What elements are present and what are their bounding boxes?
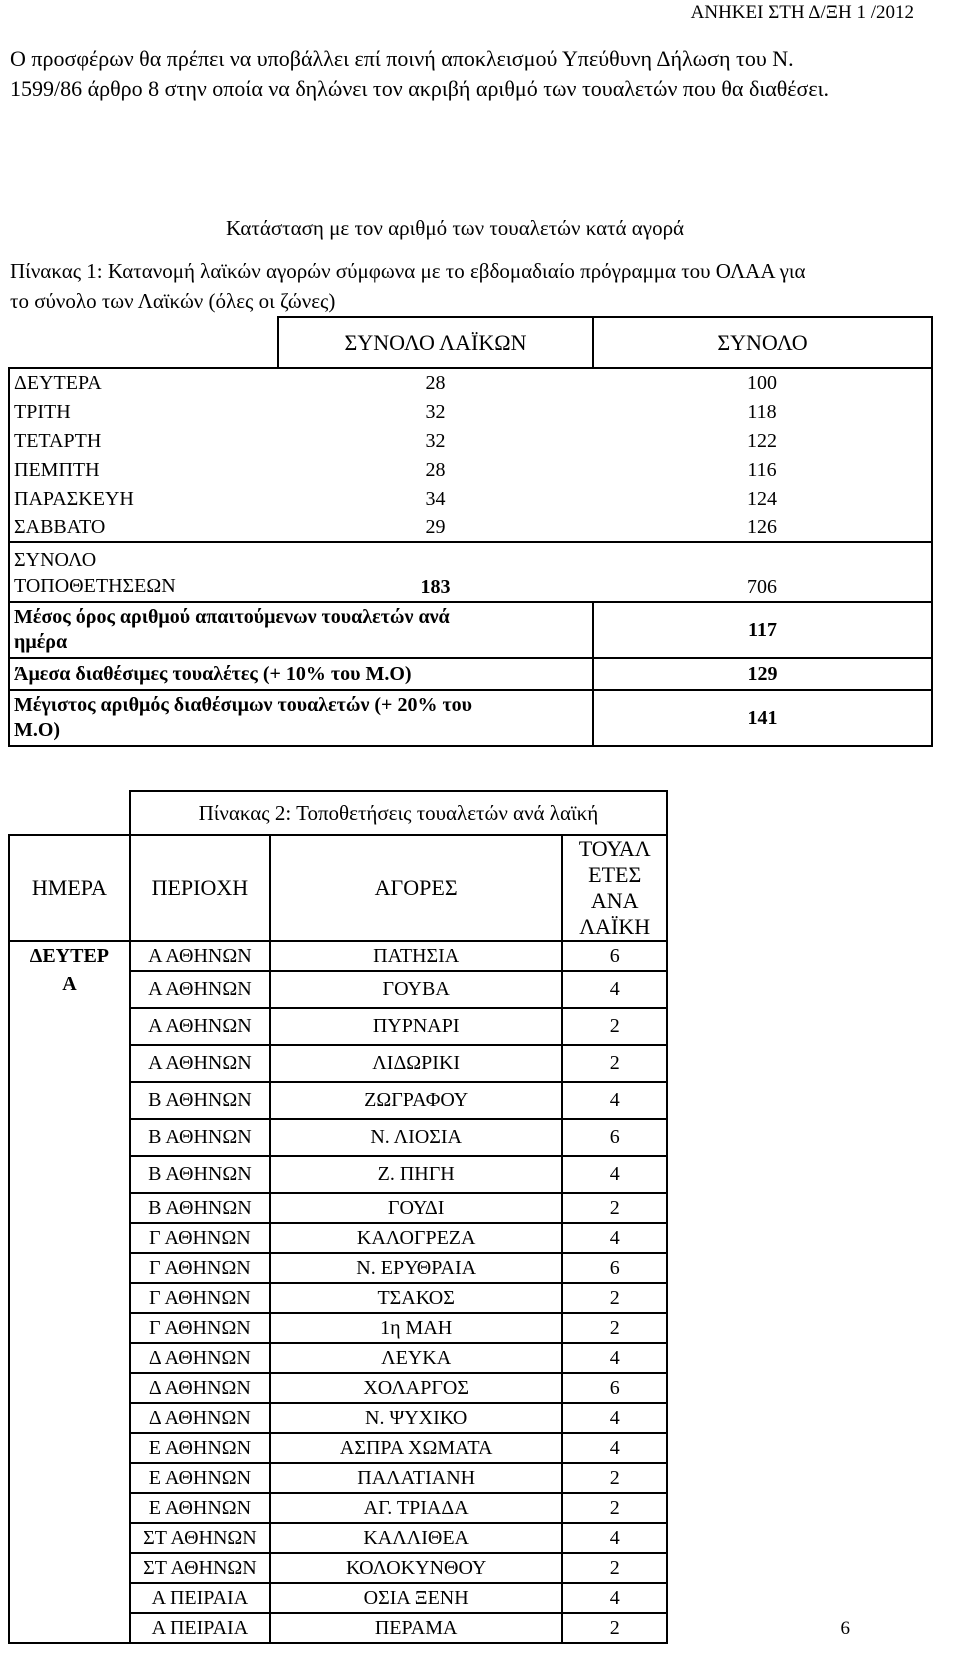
table2-row-count: 6 [562, 941, 667, 971]
table1-row-markets: 29 [425, 516, 446, 538]
table2-row-count: 2 [562, 1613, 667, 1643]
table2-row-count: 4 [562, 1223, 667, 1253]
table2-placements [8, 790, 668, 1644]
table2-row-count: 4 [562, 1343, 667, 1373]
table1-row-total: 118 [593, 397, 932, 426]
table2-row-count: 4 [562, 1523, 667, 1553]
table2-row-market: ΠΑΤΗΣΙΑ [270, 941, 562, 971]
table2-row-region: Β ΑΘΗΝΩΝ [130, 1193, 270, 1223]
table2-caption-spacer [9, 791, 130, 835]
table1-caption [10, 256, 940, 316]
table2-row-region: Γ ΑΘΗΝΩΝ [130, 1223, 270, 1253]
table1-row-total: 100 [593, 368, 932, 397]
table2-row-market: ΠΑΛΑΤΙΑΝΗ [270, 1463, 562, 1493]
table2-row-count: 4 [562, 971, 667, 1008]
table2-row-region: Β ΑΘΗΝΩΝ [130, 1082, 270, 1119]
table1-header-total: ΣΥΝΟΛΟ [593, 317, 932, 368]
table2-row-region: Α ΠΕΙΡΑΙΑ [130, 1613, 270, 1643]
table2-row-market: Ν. ΕΡΥΘΡΑΙΑ [270, 1253, 562, 1283]
table1-avg-label-2: ημέρα [14, 631, 68, 653]
table2-row-count: 2 [562, 1008, 667, 1045]
table2-row-market: ΟΣΙΑ ΞΕΝΗ [270, 1583, 562, 1613]
table2-header-count-2: ΕΤΕΣ [588, 862, 642, 887]
table2-row-region: Δ ΑΘΗΝΩΝ [130, 1373, 270, 1403]
table2-row-region: ΣΤ ΑΘΗΝΩΝ [130, 1523, 270, 1553]
table1-markets-by-day [8, 316, 933, 747]
table1-row-day: ΠΑΡΑΣΚΕΥΗ [9, 484, 278, 513]
table2-row-market: ΧΟΛΑΡΓΟΣ [270, 1373, 562, 1403]
table1-max-value: 141 [593, 690, 932, 746]
table1-row-total: 122 [593, 426, 932, 455]
table1-row-markets: 32 [425, 400, 446, 423]
table2-row-count: 4 [562, 1583, 667, 1613]
document-header: ΑΝΗΚΕΙ ΣΤΗ Δ/ΞΗ 1 /2012 [690, 2, 914, 23]
table1-avg-row [9, 602, 932, 658]
table2-row-count: 2 [562, 1045, 667, 1082]
table1-row [9, 484, 932, 513]
table2-row-market: ΚΑΛΟΓΡΕΖΑ [270, 1223, 562, 1253]
table2-row-market: ΖΩΓΡΑΦΟΥ [270, 1082, 562, 1119]
table2-row-count: 4 [562, 1403, 667, 1433]
table2-row-region: Α ΑΘΗΝΩΝ [130, 1008, 270, 1045]
table2-row-market: ΤΣΑΚΟΣ [270, 1283, 562, 1313]
table1-row-markets: 28 [278, 368, 593, 397]
table2-row-region: ΣΤ ΑΘΗΝΩΝ [130, 1553, 270, 1583]
table2-day-cell [9, 941, 130, 1643]
table1-immediate-row [9, 658, 932, 690]
table2-row-region: Β ΑΘΗΝΩΝ [130, 1156, 270, 1193]
table2-row-region: Γ ΑΘΗΝΩΝ [130, 1253, 270, 1283]
table2-row-region: Ε ΑΘΗΝΩΝ [130, 1433, 270, 1463]
table1-row [9, 368, 932, 397]
table2-row-market: ΛΕΥΚΑ [270, 1343, 562, 1373]
table1-row-total: 126 [593, 513, 932, 542]
intro-line-1: Ο προσφέρων θα πρέπει να υποβάλλει επί ποινή αποκλεισμού Υπεύθυνη Δήλωση του Ν. [10, 46, 794, 71]
section-caption: Κατάσταση με τον αριθμό των τουαλετών κατά αγορά [226, 216, 685, 240]
table2-row-market: ΠΕΡΑΜΑ [270, 1613, 562, 1643]
table1-total-label-2: ΤΟΠΟΘΕΤΗΣΕΩΝ [14, 575, 176, 597]
table1-total-toilets: 706 [593, 542, 932, 602]
table2-caption-row [9, 791, 667, 835]
table2-row-region: Α ΑΘΗΝΩΝ [130, 1045, 270, 1082]
table1-avg-label-1: Μέσος όρος αριθμού απαιτούμενων τουαλετών ανά [14, 606, 450, 628]
table2-row-market: Ν. ΛΙΟΣΙΑ [270, 1119, 562, 1156]
table2-row-count: 6 [562, 1119, 667, 1156]
table1-row [9, 426, 932, 455]
table2-header-region: ΠΕΡΙΟΧΗ [130, 835, 270, 941]
table2-row-count: 6 [562, 1253, 667, 1283]
table2-row-region: Δ ΑΘΗΝΩΝ [130, 1403, 270, 1433]
table1-row-day: ΤΕΤΑΡΤΗ [9, 426, 278, 455]
table2-header-row [9, 835, 667, 941]
table2-row-count: 2 [562, 1313, 667, 1343]
table2-row-market: ΚΟΛΟΚΥΝΘΟΥ [270, 1553, 562, 1583]
table2-row-count: 4 [562, 1433, 667, 1463]
table2-row-count: 4 [562, 1156, 667, 1193]
table1-row-markets: 32 [425, 429, 446, 452]
table1-max-label [9, 690, 593, 746]
table2-header-day: ΗΜΕΡΑ [9, 835, 130, 941]
table2-row-market: ΑΣΠΡΑ ΧΩΜΑΤΑ [270, 1433, 562, 1463]
table2-header-count-4: ΛΑΪΚΗ [579, 914, 651, 939]
table2-day-label-1: ΔΕΥΤΕΡ [29, 945, 110, 967]
table1-immediate-label: Άμεσα διαθέσιμες τουαλέτες (+ 10% του Μ.Ο) [9, 658, 593, 690]
table2-header-count-3: ΑΝΑ [590, 888, 639, 913]
table1-row [9, 397, 932, 426]
table2-row-market: ΛΙΔΩΡΙΚΙ [270, 1045, 562, 1082]
table1-total-row [9, 542, 932, 602]
table2-row-region: Γ ΑΘΗΝΩΝ [130, 1283, 270, 1313]
table2-row-market: 1η ΜΑΗ [270, 1313, 562, 1343]
table2-row-region: Δ ΑΘΗΝΩΝ [130, 1343, 270, 1373]
table1-row-total: 116 [593, 455, 932, 484]
table1-max-label-2: Μ.Ο) [14, 719, 61, 741]
table1-header-empty [9, 317, 278, 368]
table2-row-market: ΠΥΡΝΑΡΙ [270, 1008, 562, 1045]
table2-row [9, 941, 667, 971]
table2-row-market: Ν. ΨΥΧΙΚΟ [270, 1403, 562, 1433]
table1-caption-line-1: Πίνακας 1: Κατανομή λαϊκών αγορών σύμφωνα με το εβδομαδιαίο πρόγραμμα του ΟΛΑΑ για [10, 259, 806, 283]
table1-row [9, 513, 932, 542]
table2-row-market: ΓΟΥΔΙ [270, 1193, 562, 1223]
table2-row-region: Β ΑΘΗΝΩΝ [130, 1119, 270, 1156]
table2-row-count: 4 [562, 1082, 667, 1119]
table1-header-row [9, 317, 932, 368]
table2-row-region: Γ ΑΘΗΝΩΝ [130, 1313, 270, 1343]
table1-row [9, 455, 932, 484]
table2-row-region: Ε ΑΘΗΝΩΝ [130, 1463, 270, 1493]
table2-header-markets: ΑΓΟΡΕΣ [270, 835, 562, 941]
table1-total-label-1: ΣΥΝΟΛΟ [14, 549, 97, 571]
table2-row-region: Α ΑΘΗΝΩΝ [130, 971, 270, 1008]
table1-row-day: ΣΑΒΒΑΤΟ [9, 513, 278, 542]
table2-row-count: 2 [562, 1553, 667, 1583]
table1-total-label [9, 542, 278, 602]
table2-row-count: 2 [562, 1463, 667, 1493]
table2-body [9, 941, 667, 1643]
table2-row-region: Α ΠΕΙΡΑΙΑ [130, 1583, 270, 1613]
table2-row-market: Ζ. ΠΗΓΗ [270, 1156, 562, 1193]
table2-header-count [562, 835, 667, 941]
table2-row-count: 2 [562, 1493, 667, 1523]
table1-row-markets: 34 [425, 487, 446, 510]
table1-row-day: ΔΕΥΤΕΡΑ [9, 368, 278, 397]
table2-row-count: 6 [562, 1373, 667, 1403]
table2-row-market: ΚΑΛΛΙΘΕΑ [270, 1523, 562, 1553]
table1-avg-label [9, 602, 593, 658]
table1-row-day: ΤΡΙΤΗ [9, 397, 278, 426]
table1-total-markets: 183 [278, 542, 593, 602]
table2-row-market: ΓΟΥΒΑ [270, 971, 562, 1008]
table2-row-region: Ε ΑΘΗΝΩΝ [130, 1493, 270, 1523]
table2-row-region: Α ΑΘΗΝΩΝ [130, 941, 270, 971]
table1-max-label-1: Μέγιστος αριθμός διαθέσιμων τουαλετών (+ 20% του [14, 694, 473, 716]
table2-caption: Πίνακας 2: Τοποθετήσεις τουαλετών ανά λαϊκή [130, 791, 667, 835]
table2-day-label-2: Α [62, 973, 77, 995]
table2-row-market: ΑΓ. ΤΡΙΑΔΑ [270, 1493, 562, 1523]
table1-immediate-value: 129 [593, 658, 932, 690]
intro-line-2: 1599/86 άρθρο 8 στην οποία να δηλώνει τον ακριβή αριθμό των τουαλετών που θα διαθέσει. [10, 76, 830, 101]
intro-paragraph [10, 44, 950, 104]
table1-caption-line-2: το σύνολο των Λαϊκών (όλες οι ζώνες) [10, 289, 336, 313]
page-number: 6 [840, 1618, 850, 1639]
table2-header-count-1: ΤΟΥΑΛ [578, 836, 651, 861]
table2-row-count: 2 [562, 1283, 667, 1313]
table1-row-total: 124 [593, 484, 932, 513]
table1-body [9, 368, 932, 542]
table2-row-count: 2 [562, 1193, 667, 1223]
table1-avg-value: 117 [593, 602, 932, 658]
table1-header-total-markets: ΣΥΝΟΛΟ ΛΑΪΚΩΝ [278, 317, 593, 368]
table1-max-row [9, 690, 932, 746]
table1-row-day: ΠΕΜΠΤΗ [9, 455, 278, 484]
table1-row-markets: 28 [425, 458, 446, 481]
